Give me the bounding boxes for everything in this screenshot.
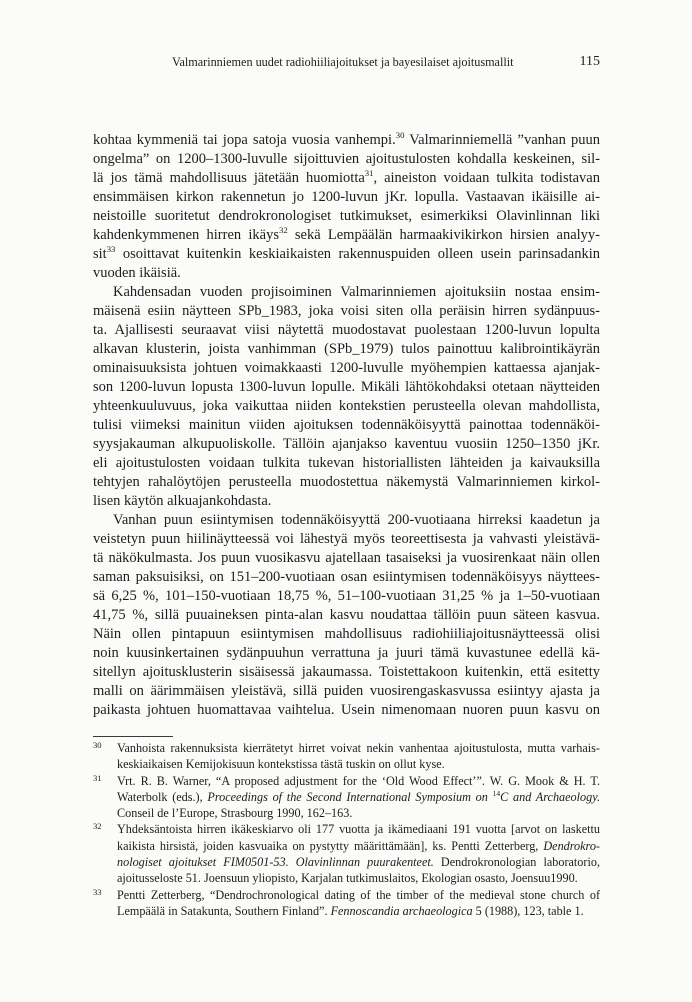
footnote-number: 32	[93, 821, 102, 832]
footnote	[93, 887, 600, 920]
text-line	[93, 131, 600, 150]
text-line: sä 6,25 %, 101–150-vuotiaan 18,75 %, 51–100-vuotiaan 31,25 % ja 1–50-vuotiaan	[93, 588, 600, 604]
footnote-line	[117, 838, 600, 854]
footnote-line	[117, 789, 600, 805]
text-line: saman paksuisiksi, on 151–200-vuotiaan osan esiintymisen todennäköisyys näyttees-	[93, 569, 600, 585]
text-line: tehtyjen rahalöytöjen perusteella muodostettua näkemystä Valmarinniemen kirkol-	[93, 474, 600, 490]
text-segment: sit	[93, 246, 107, 262]
footnote-line: Vanhoista rakennuksista kierrätetyt hirret voivat nekin vanhentaa ajoitustulosta, mutta varhais-	[117, 741, 600, 755]
footnote	[93, 740, 600, 773]
text-segment: Valmarinniemellä ”vanhan puun	[404, 132, 600, 148]
text-line: Vanhan puun esiintymisen todennäköisyyttä 200-vuotiaana hirreksi kaadetun ja	[113, 512, 600, 528]
text-line	[93, 169, 600, 188]
text-line: veistetyn puun hiilinäytteessä voi lähestyä myös teoreettisesta ja vahvasti yleistävä-	[93, 531, 600, 547]
page-number: 115	[579, 54, 600, 69]
paragraph	[93, 283, 600, 511]
footnote-line: Pentti Zetterberg, “Dendrochronological dating of the timber of the medieval stone church of	[117, 887, 600, 902]
footnote-reference: 30	[395, 130, 405, 141]
text-segment: Dendrokronologian laboratorio,	[433, 855, 600, 870]
text-line: tä näkökulmasta. Jos puun vuosikasvu ajatellaan tasaiseksi ja vuosirenkaat näin ollen	[93, 550, 600, 566]
footnote-line: ajoitusseloste 51. Joensuun yliopisto, Karjalan tutkimuslaitos, Ekologian osasto, Joensuu1990.	[117, 871, 578, 886]
text-line: ongelma” on 1200–1300-luvulle sijoittuvien ajoitustulosten kohdalla keskeinen, sil-	[93, 151, 600, 167]
text-line: malli on äärimmäisen yleistävä, sillä puiden vuosirengaskasvussa esiintyy ajasta ja	[93, 683, 600, 699]
text-segment: kohtaa kymmeniä tai jopa satoja vuosia vanhempi.	[93, 132, 396, 148]
text-line: 41,75 %, sillä puuaineksen pinta-alan kasvu noudattaa tällöin puun säteen kasvua.	[93, 607, 600, 623]
text-line: paikasta johtuen huomattavaa vaihtelua. Usein nimenomaan nuoren puun kasvu on	[93, 702, 600, 718]
text-line: ominaisuuksista johtuen voimakkaasti 1200-luvulle myöhempien kattaessa ajanjak-	[93, 360, 600, 376]
text-line: ensimmäisen kirkon rakennetun jo 1200-luvun jKr. lopulla. Vastaavan ikäisille ai-	[93, 189, 600, 205]
running-header-title: Valmarinniemen uudet radiohiiliajoitukset ja bayesilaiset ajoitusmallit	[172, 55, 514, 69]
paragraph	[93, 511, 600, 720]
footnote-line: Yhdeksäntoista hirren ikäkeskiarvo oli 177 vuotta ja ikämediaani 191 vuotta [arvot on laskettu	[117, 822, 600, 837]
text-segment: sekä Lempäälän harmaakivikirkon hirsien analyy-	[287, 227, 600, 243]
footnote-line: Conseil de l’Europe, Strasbourg 1990, 162–163.	[117, 806, 353, 821]
text-line: tulisi viimeksi mainitun viiden ajoituksen todennäköisyyttä painottaa todennäköi-	[93, 417, 600, 433]
text-line: Kahdensadan vuoden projisoiminen Valmarinniemen ajoituksiin nostaa ensim-	[113, 284, 600, 300]
footnote-separator	[93, 736, 173, 737]
text-segment: Waterbolk (eds.),	[117, 789, 208, 804]
text-line: sitellyn ajoitusklusterin sisäisessä jakaumassa. Toistettakoon kuitenkin, että esitetty	[93, 664, 600, 680]
text-segment: kahdenkymmenen hirren ikäys	[93, 227, 279, 243]
text-line: vuoden ikäisiä.	[93, 265, 181, 281]
italic-title: Dendrokro-	[543, 838, 600, 853]
text-segment: 5 (1988), 123, table 1.	[472, 903, 584, 918]
footnote-reference: 31	[364, 168, 374, 179]
text-segment: lä jos tämä mahdollisuus jätetään huomiotta	[93, 170, 365, 186]
italic-title: C and Archaeology.	[500, 789, 600, 804]
text-line: alkavan klusterin, joista vanhimman (SPb_1979) tulos painottuu kalibrointikäyrän	[93, 341, 600, 357]
body-text	[93, 131, 600, 720]
footnote-reference: 33	[106, 244, 116, 255]
text-line: neistoille suoritetut dendrokronologiset tutkimukset, esimerkiksi Olavinlinnan liki	[93, 208, 600, 224]
footnote-reference: 32	[278, 225, 288, 236]
text-line: mäisenä esiin näytteen SPb_1983, joka voisi siten olla peräisin hirren sydänpuus-	[93, 303, 600, 319]
italic-title: Proceedings of the Second International Symposium on	[207, 789, 493, 804]
superscript-number: 14	[492, 789, 501, 799]
footnote-number: 33	[93, 886, 102, 897]
text-segment: , aineiston voidaan tulkita todistavan	[373, 170, 600, 186]
text-line: lisen käytön alkuajankohdasta.	[93, 493, 272, 509]
footnote-line	[117, 903, 600, 919]
text-line: noin kuusinkertainen sydänpuuhun verrattuna ja juuri tämä kuvastunee edellä kä-	[93, 645, 600, 661]
text-line	[93, 245, 600, 264]
text-line: Näin ollen pintapuun esiintymisen mahdollisuus radiohiiliajoitusnäytteessä olisi	[93, 626, 600, 642]
footnote	[93, 773, 600, 822]
footnote-line: Vrt. R. B. Warner, “A proposed adjustment for the ‘Old Wood Effect’”. W. G. Mook & H. T.	[117, 773, 600, 788]
text-segment: osoittavat kuitenkin keskiaikaisten rakennuspuiden olleen usein parinsadankin	[115, 246, 600, 262]
text-line: yhteenkuuluvuus, joka vaikuttaa niiden kontekstien perusteella olevan mahdollista,	[93, 398, 600, 414]
text-line: syysjakauman alkupuoliskolle. Tällöin ajanjakso kaventuu vuosiin 1250–1350 jKr.	[93, 436, 600, 452]
footnote-number: 30	[93, 740, 102, 750]
footnote	[93, 821, 600, 886]
footnote-line	[117, 854, 600, 870]
text-line: eli ajoitustulosten voidaan tulkita tukevan historiallisten lähteiden ja kaivauksilla	[93, 455, 600, 471]
footnotes	[93, 740, 600, 919]
text-line: son 1200-luvun lopusta 1300-luvun lopulle. Mikäli lähtökohdaksi otetaan näytteiden	[93, 379, 600, 395]
footnote-line: keskiaikaisen Kemijokisuun kontekstissa tästä tuskin on ollut kyse.	[117, 757, 445, 772]
text-segment: Lempäälä in Satakunta, Southern Finland”.	[117, 903, 331, 918]
italic-title: nologiset ajoitukset FIM0501-53. Olavinlinnan puurakenteet.	[117, 855, 434, 870]
text-segment: kaikista hirsistä, joiden kasvuaika on pystytty määrittämään], ks. Pentti Zetterberg,	[117, 838, 544, 853]
text-line: ta. Ajallisesti seuraavat viisi näytettä muodostavat puolestaan 1200-luvun lopulta	[93, 322, 600, 338]
text-line	[93, 226, 600, 245]
italic-title: Fennoscandia archaeologica	[330, 903, 473, 918]
paragraph	[93, 131, 600, 283]
footnote-number: 31	[93, 772, 102, 783]
